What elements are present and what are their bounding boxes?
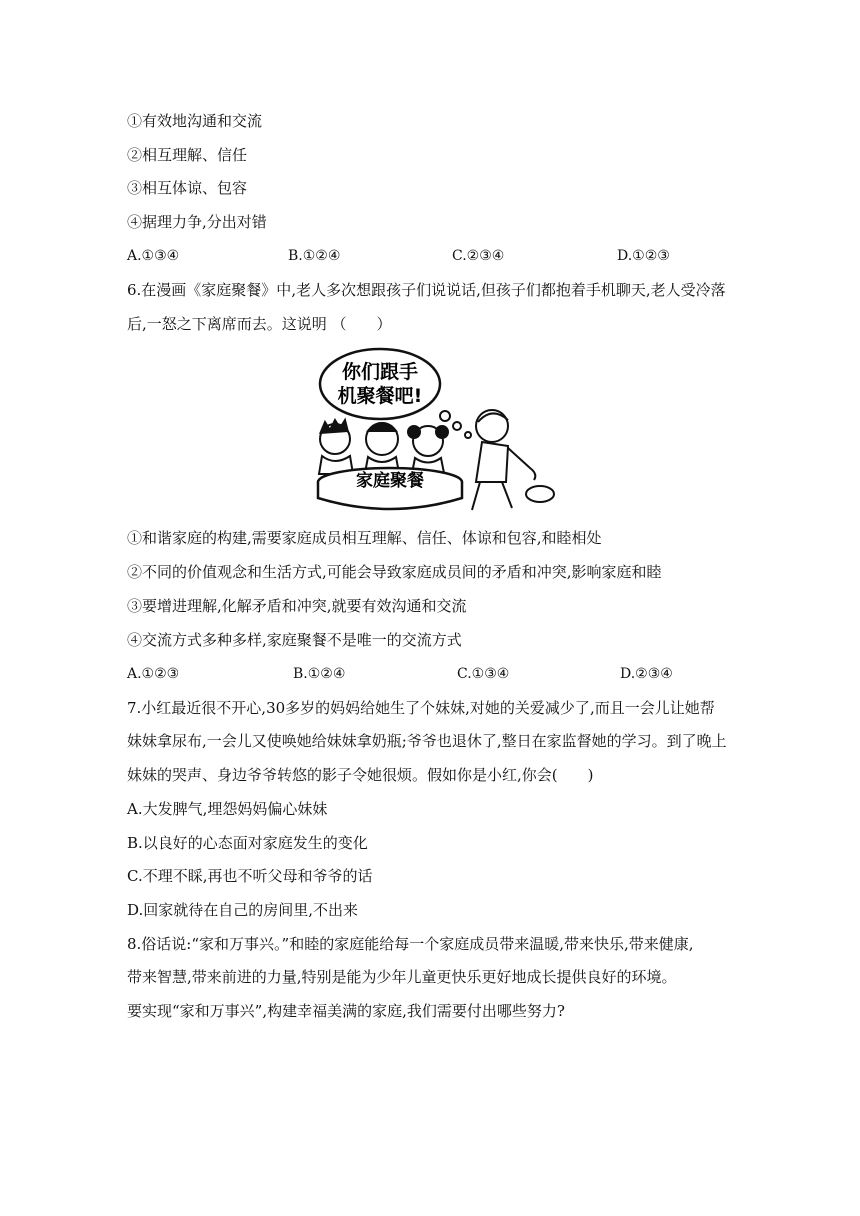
- q7-option-a: A.大发脾气,埋怨妈妈偏心妹妹: [127, 800, 328, 818]
- q7-option-d: D.回家就待在自己的房间里,不出来: [127, 901, 359, 919]
- bubble-text-line-2: 机聚餐吧!: [337, 385, 423, 407]
- q8-line-1: 8.俗话说:“家和万事兴。”和睦的家庭能给每一个家庭成员带来温暖,带来快乐,带来健康,: [127, 935, 694, 953]
- q5-item-4: ④据理力争,分出对错: [127, 213, 267, 231]
- q6-option-d: D.②③④: [620, 666, 673, 682]
- q5-option-b: B.①②④: [288, 248, 341, 264]
- q6-stem-line-2: 后,一怒之下离席而去。这说明 （ ）: [127, 315, 392, 333]
- q6-stem-line-1: 6.在漫画《家庭聚餐》中,老人多次想跟孩子们说说话,但孩子们都抱着手机聊天,老人受冷落: [127, 281, 726, 299]
- q6-item-3: ③要增进理解,化解矛盾和冲突,就要有效沟通和交流: [127, 597, 467, 615]
- q5-option-d: D.①②③: [617, 248, 670, 264]
- old-man: [472, 410, 554, 510]
- q6-option-c: C.①③④: [457, 666, 510, 682]
- table-label: 家庭聚餐: [356, 471, 424, 491]
- q5-item-3: ③相互体谅、包容: [127, 179, 248, 197]
- bubble-text-line-1: 你们跟手: [341, 361, 419, 383]
- child-middle: [365, 423, 399, 473]
- q6-item-1: ①和谐家庭的构建,需要家庭成员相互理解、信任、体谅和包容,和睦相处: [127, 529, 602, 547]
- q6-item-2: ②不同的价值观念和生活方式,可能会导致家庭成员间的矛盾和冲突,影响家庭和睦: [127, 563, 662, 581]
- child-left: [319, 420, 353, 474]
- q6-option-b: B.①②④: [293, 666, 346, 682]
- q7-option-c: C.不理不睬,再也不听父母和爷爷的话: [127, 867, 373, 885]
- speech-bubble: [320, 349, 440, 419]
- q7-option-b: B.以良好的心态面对家庭发生的变化: [127, 834, 368, 852]
- family-dinner-comic: [310, 344, 560, 516]
- child-right: [408, 426, 448, 473]
- q5-option-c: C.②③④: [452, 248, 505, 264]
- q8-line-2: 带来智慧,带来前进的力量,特别是能为少年儿童更快乐更好地成长提供良好的环境。: [127, 968, 677, 986]
- q7-stem-line-3: 妹妹的哭声、身边爷爷转悠的影子令她很烦。假如你是小红,你会( ): [127, 766, 594, 784]
- q8-line-3: 要实现“家和万事兴”,构建幸福美满的家庭,我们需要付出哪些努力?: [127, 1002, 565, 1020]
- q5-item-2: ②相互理解、信任: [127, 146, 248, 164]
- q7-stem-line-1: 7.小红最近很不开心,30多岁的妈妈给她生了个妹妹,对她的关爱减少了,而且一会儿让她帮: [127, 699, 715, 717]
- q5-item-1: ①有效地沟通和交流: [127, 112, 263, 130]
- q6-option-a: A.①②③: [127, 666, 180, 682]
- q6-item-4: ④交流方式多种多样,家庭聚餐不是唯一的交流方式: [127, 631, 462, 649]
- q7-stem-line-2: 妹妹拿尿布,一会儿又使唤她给妹妹拿奶瓶;爷爷也退休了,整日在家监督她的学习。到了晚上: [127, 732, 727, 750]
- q5-option-a: A.①③④: [127, 248, 180, 264]
